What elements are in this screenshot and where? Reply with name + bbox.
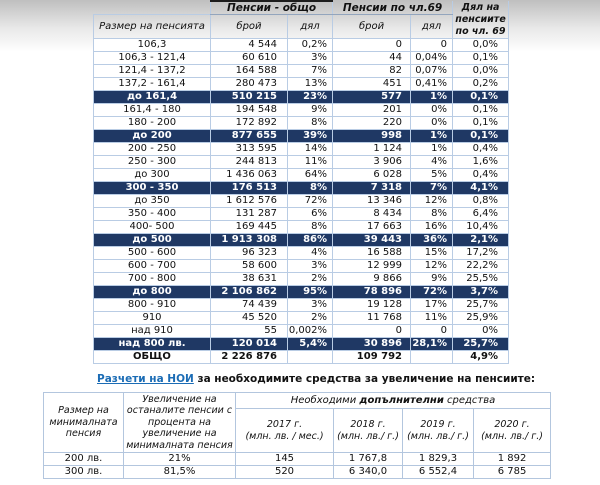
row-label: 910 (94, 312, 211, 325)
cell: 6 785 (474, 466, 551, 479)
table-row (94, 169, 509, 182)
cell: 16 588 (333, 247, 411, 260)
table-row (94, 312, 509, 325)
cell: 58 600 (211, 260, 288, 273)
cell: 0,07% (411, 65, 453, 78)
cell: 2% (288, 312, 333, 325)
table-row (94, 143, 509, 156)
cell: 95% (288, 286, 333, 299)
row-label: 137,2 - 161,4 (94, 78, 211, 91)
table-row (94, 52, 509, 65)
cell: 0,2% (453, 78, 509, 91)
row-label: до 800 (94, 286, 211, 299)
row-label: 700 - 800 (94, 273, 211, 286)
header-year-2019: 2019 г. (млн. лв./ г.) (403, 409, 474, 453)
cell: 1% (411, 91, 453, 104)
cell: 11% (288, 156, 333, 169)
cell: 1 436 063 (211, 169, 288, 182)
cell: 220 (333, 117, 411, 130)
table-row (94, 104, 509, 117)
cell: 25,5% (453, 273, 509, 286)
table-row (94, 117, 509, 130)
cell: 2% (288, 273, 333, 286)
header-share-total: дял (288, 15, 333, 39)
cell: 17,2% (453, 247, 509, 260)
cell: 0% (453, 325, 509, 338)
row-label: над 910 (94, 325, 211, 338)
cell: 0% (411, 104, 453, 117)
cell: 5,4% (288, 338, 333, 351)
cell: 64% (288, 169, 333, 182)
cell: 1 829,3 (403, 453, 474, 466)
row-label: 300 - 350 (94, 182, 211, 195)
cell: 0 (333, 325, 411, 338)
cell: 0,8% (453, 195, 509, 208)
cell: 4% (288, 247, 333, 260)
cell: 81,5% (124, 466, 236, 479)
cell: 22,2% (453, 260, 509, 273)
cell: 8% (288, 182, 333, 195)
cell: 2,1% (453, 234, 509, 247)
cell: 17% (411, 299, 453, 312)
cell: 13% (288, 78, 333, 91)
cell: 164 588 (211, 65, 288, 78)
cell: 510 215 (211, 91, 288, 104)
table-row (94, 286, 509, 299)
cell: 6,4% (453, 208, 509, 221)
cell: 9% (288, 104, 333, 117)
cell: 14% (288, 143, 333, 156)
cell: 86% (288, 234, 333, 247)
table-row (94, 65, 509, 78)
header-share-art69: Дял на пенсиите по чл. 69 (453, 1, 509, 39)
cell: 2 106 862 (211, 286, 288, 299)
cell: 7% (411, 182, 453, 195)
cell: 3% (288, 299, 333, 312)
cell: 169 445 (211, 221, 288, 234)
row-label: 200 лв. (44, 453, 124, 466)
table-row (94, 208, 509, 221)
cell: 0 (411, 39, 453, 52)
table-row (94, 299, 509, 312)
cell: 12 999 (333, 260, 411, 273)
row-label: 121,4 - 137,2 (94, 65, 211, 78)
cell: 0,41% (411, 78, 453, 91)
cell: 0 (333, 39, 411, 52)
cell: 60 610 (211, 52, 288, 65)
row-label: 106,3 (94, 39, 211, 52)
cell: 145 (236, 453, 334, 466)
cell: 11% (411, 312, 453, 325)
cell: 4,9% (453, 351, 509, 364)
cell: 1% (411, 130, 453, 143)
cell: 6 340,0 (334, 466, 403, 479)
row-label: 800 - 910 (94, 299, 211, 312)
cell (288, 351, 333, 364)
cell: 23% (288, 91, 333, 104)
cell: 5% (411, 169, 453, 182)
cell (411, 351, 453, 364)
row-label: 300 лв. (44, 466, 124, 479)
cell: 17 663 (333, 221, 411, 234)
cell: 6 028 (333, 169, 411, 182)
table-row (44, 466, 551, 479)
cell: 4% (411, 156, 453, 169)
cell: 172 892 (211, 117, 288, 130)
cell: 25,9% (453, 312, 509, 325)
cell: 8% (288, 221, 333, 234)
table-row (94, 234, 509, 247)
header-year-2020: 2020 г. (млн. лв./ г.) (474, 409, 551, 453)
table-row (94, 130, 509, 143)
section-title (97, 373, 535, 385)
header-year-2018: 2018 г. (млн. лв./ г.) (334, 409, 403, 453)
row-label: ОБЩО (94, 351, 211, 364)
cell: 520 (236, 466, 334, 479)
cell: 0,1% (453, 52, 509, 65)
section-title-rest: за необходимите средства за увеличение на пенсиите: (193, 373, 536, 385)
table-row (94, 195, 509, 208)
table-row (94, 39, 509, 52)
header-increase-other-pensions: Увеличение на останалите пенсии с процента на увеличение на минималната пенсия (124, 393, 236, 453)
cell: 1 124 (333, 143, 411, 156)
cell: 577 (333, 91, 411, 104)
cell: 96 323 (211, 247, 288, 260)
table-row (94, 260, 509, 273)
cell: 131 287 (211, 208, 288, 221)
cell: 0,1% (453, 117, 509, 130)
table-row (94, 325, 509, 338)
cell: 176 513 (211, 182, 288, 195)
cell: 1% (411, 143, 453, 156)
cell: 109 792 (333, 351, 411, 364)
table-row (94, 156, 509, 169)
group-header-pensions-total: Пенсии - общо (211, 1, 333, 15)
row-label: 250 - 300 (94, 156, 211, 169)
group-header-required-funds: Необходими допълнителни средства (236, 393, 551, 409)
cell: 1 767,8 (334, 453, 403, 466)
cell: 21% (124, 453, 236, 466)
cell: 4,1% (453, 182, 509, 195)
row-label: до 161,4 (94, 91, 211, 104)
cell: 15% (411, 247, 453, 260)
cell: 0,1% (453, 130, 509, 143)
header-min-pension-size: Размер на минималната пенсия (44, 393, 124, 453)
cell: 280 473 (211, 78, 288, 91)
table-row (94, 91, 509, 104)
cell: 0,1% (453, 104, 509, 117)
cell: 0,002% (288, 325, 333, 338)
header-count-total: брой (211, 15, 288, 39)
cell: 3% (288, 260, 333, 273)
cell: 10,4% (453, 221, 509, 234)
cell: 4 544 (211, 39, 288, 52)
cell: 30 896 (333, 338, 411, 351)
row-label: 180 - 200 (94, 117, 211, 130)
cell: 0,04% (411, 52, 453, 65)
cell: 55 (211, 325, 288, 338)
row-label: 600 - 700 (94, 260, 211, 273)
table-row (94, 273, 509, 286)
cell: 8% (288, 117, 333, 130)
cell: 877 655 (211, 130, 288, 143)
noi-calculations-link[interactable]: Разчети на НОИ (97, 373, 194, 385)
cell: 12% (411, 260, 453, 273)
row-label: 500 - 600 (94, 247, 211, 260)
cell: 6 552,4 (403, 466, 474, 479)
cell: 1 913 308 (211, 234, 288, 247)
cell: 120 014 (211, 338, 288, 351)
cell: 82 (333, 65, 411, 78)
cell: 0,4% (453, 169, 509, 182)
cell: 0 (411, 325, 453, 338)
table-row (94, 221, 509, 234)
cell: 1,6% (453, 156, 509, 169)
row-label: до 300 (94, 169, 211, 182)
cell: 8% (411, 208, 453, 221)
cell: 313 595 (211, 143, 288, 156)
noi-calculations-table (43, 392, 551, 479)
header-spacer (94, 1, 211, 15)
cell: 0,1% (453, 91, 509, 104)
cell: 0,4% (453, 143, 509, 156)
cell: 11 768 (333, 312, 411, 325)
row-label: 400- 500 (94, 221, 211, 234)
cell: 25,7% (453, 338, 509, 351)
row-label: 200 - 250 (94, 143, 211, 156)
cell: 16% (411, 221, 453, 234)
cell: 9% (411, 273, 453, 286)
cell: 6% (288, 208, 333, 221)
table-row (94, 338, 509, 351)
cell: 0,0% (453, 39, 509, 52)
cell: 7 318 (333, 182, 411, 195)
row-label: до 350 (94, 195, 211, 208)
row-label: над 800 лв. (94, 338, 211, 351)
cell: 451 (333, 78, 411, 91)
cell: 0,2% (288, 39, 333, 52)
cell: 39 443 (333, 234, 411, 247)
cell: 3,7% (453, 286, 509, 299)
cell: 194 548 (211, 104, 288, 117)
table-row (94, 247, 509, 260)
cell: 998 (333, 130, 411, 143)
cell: 8 434 (333, 208, 411, 221)
cell: 0,0% (453, 65, 509, 78)
cell: 9 866 (333, 273, 411, 286)
cell: 1 892 (474, 453, 551, 466)
table-row (94, 351, 509, 364)
header-pension-size: Размер на пенсията (94, 15, 211, 39)
cell: 45 520 (211, 312, 288, 325)
row-label: 106,3 - 121,4 (94, 52, 211, 65)
cell: 1 612 576 (211, 195, 288, 208)
table-row (44, 453, 551, 466)
pension-table-body (94, 39, 509, 364)
cell: 44 (333, 52, 411, 65)
header-year-2017: 2017 г. (млн. лв. / мес.) (236, 409, 334, 453)
cell: 72% (411, 286, 453, 299)
row-label: 161,4 - 180 (94, 104, 211, 117)
noi-table-body (44, 453, 551, 479)
row-label: 350 - 400 (94, 208, 211, 221)
row-label: до 500 (94, 234, 211, 247)
cell: 0% (411, 117, 453, 130)
cell: 74 439 (211, 299, 288, 312)
cell: 28,1% (411, 338, 453, 351)
cell: 39% (288, 130, 333, 143)
header-share-art69-sub: дял (411, 15, 453, 39)
cell: 244 813 (211, 156, 288, 169)
group-header-pensions-art69: Пенсии по чл.69 (333, 1, 453, 15)
cell: 36% (411, 234, 453, 247)
row-label: до 200 (94, 130, 211, 143)
cell: 3% (288, 52, 333, 65)
cell: 78 896 (333, 286, 411, 299)
cell: 2 226 876 (211, 351, 288, 364)
header-count-art69: брой (333, 15, 411, 39)
cell: 25,7% (453, 299, 509, 312)
cell: 38 631 (211, 273, 288, 286)
table-row (94, 182, 509, 195)
cell: 12% (411, 195, 453, 208)
table-row (94, 78, 509, 91)
cell: 201 (333, 104, 411, 117)
cell: 7% (288, 65, 333, 78)
cell: 13 346 (333, 195, 411, 208)
cell: 72% (288, 195, 333, 208)
pension-distribution-table (93, 0, 509, 364)
cell: 19 128 (333, 299, 411, 312)
cell: 3 906 (333, 156, 411, 169)
